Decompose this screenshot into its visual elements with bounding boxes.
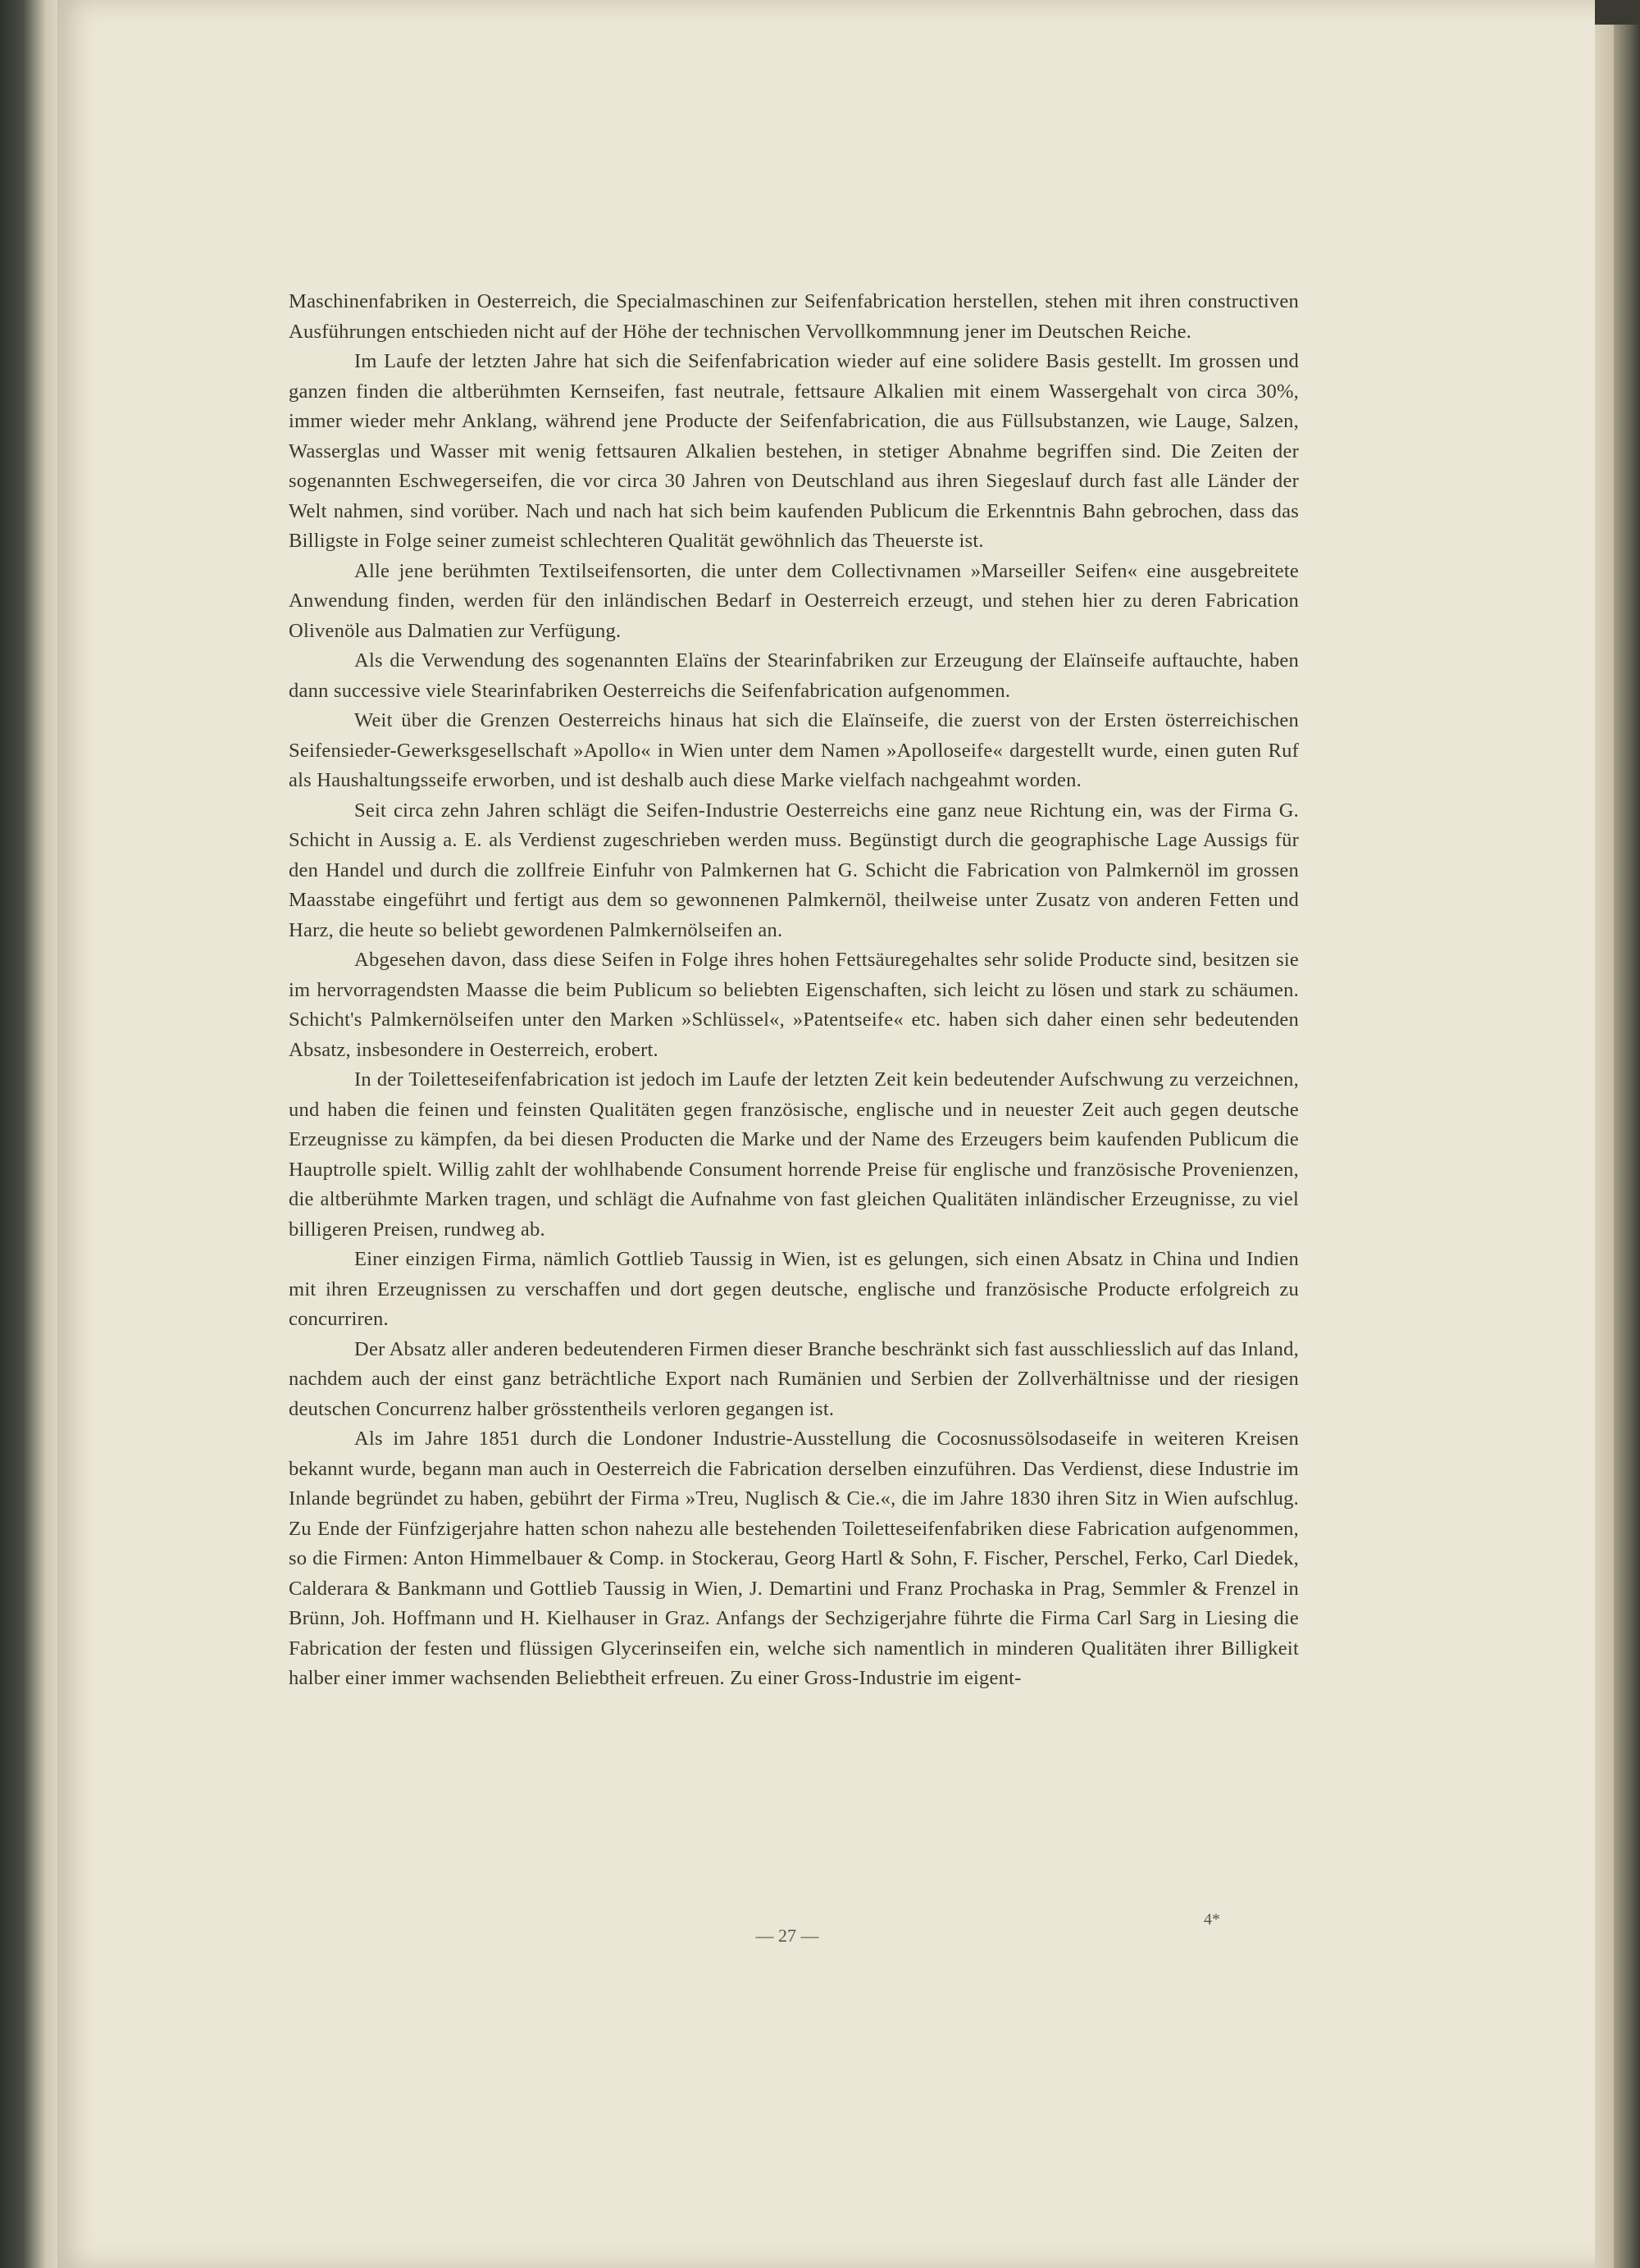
paragraph: Als im Jahre 1851 durch die Londoner Industrie-Ausstellung die Cocosnussölsodaseife in weiteren Kreisen bekannt wurde, begann man auch in Oesterreich die Fabrication derselben einzuführen. Das Verdienst, diese Industrie im Inlande begründet zu haben, gebührt der Firma »Treu, Nuglisch & Cie.«, die im Jahre 1830 ihren Sitz in Wien aufschlug. Zu Ende der Fünfzigerjahre hatten schon nahezu alle bestehenden Toiletteseifenfabriken diese Fabrication aufgenommen, so die Firmen: Anton Himmelbauer & Comp. in Stockerau, Georg Hartl & Sohn, F. Fischer, Perschel, Ferko, Carl Diedek, Calderara & Bankmann und Gottlieb Taussig in Wien, J. Demartini und Franz Prochaska in Prag, Semmler & Frenzel in Brünn, Joh. Hoffmann und H. Kielhauser in Graz. Anfangs der Sechzigerjahre führte die Firma Carl Sarg in Liesing die Fabrication der festen und flüssigen Glycerinseifen ein, welche sich namentlich in minderen Qualitäten ihrer Billigkeit halber einer immer wachsenden Beliebtheit erfreuen. Zu einer Gross-Industrie im eigent-	[289, 1428, 1299, 1689]
page-number: — 27 —	[755, 1925, 819, 1946]
paragraph: Im Laufe der letzten Jahre hat sich die Seifenfabrication wieder auf eine solidere Basis gestellt. Im grossen und ganzen finden die altberühmten Kernseifen, fast neutrale, fettsaure Alkalien mit einem Wassergehalt von circa 30%, immer wieder mehr Anklang, während jene Producte der Seifenfabrication, die aus Füllsubstanzen, wie Lauge, Salzen, Wasserglas und Wasser mit wenig fettsauren Alkalien bestehen, in stetiger Abnahme begriffen sind. Die Zeiten der sogenannten Eschwegerseifen, die vor circa 30 Jahren von Deutschland aus ihren Siegeslauf durch fast alle Länder der Welt nahmen, sind vorüber. Nach und nach hat sich beim kaufenden Publicum die Erkenntnis Bahn gebrochen, dass das Billigste in Folge seiner zumeist schlechteren Qualität gewöhnlich das Theuerste ist.	[289, 350, 1299, 552]
paragraph: Maschinenfabriken in Oesterreich, die Specialmaschinen zur Seifenfabrication herstellen, stehen mit ihren constructiven Ausführungen entschieden nicht auf der Höhe der technischen Vervollkommnung jener im Deutschen Reiche.	[289, 290, 1299, 343]
paragraph: Abgesehen davon, dass diese Seifen in Folge ihres hohen Fettsäuregehaltes sehr solide Producte sind, besitzen sie im hervorragendsten Maasse die beim Publicum so beliebten Eigenschaften, sich leicht zu lösen und stark zu schäumen. Schicht's Palmkernölseifen unter den Marken »Schlüssel«, »Patentseife« etc. haben sich daher einen sehr bedeutenden Absatz, insbesondere in Oesterreich, erobert.	[289, 949, 1299, 1061]
paragraph: Der Absatz aller anderen bedeutenderen Firmen dieser Branche beschränkt sich fast ausschliesslich auf das Inland, nachdem auch der einst ganz beträchtliche Export nach Rumänien und Serbien der Zollverhältnisse und der riesigen deutschen Concurrenz halber grösstentheils verloren gegangen ist.	[289, 1337, 1299, 1420]
paragraph: Als die Verwendung des sogenannten Elaïns der Stearinfabriken zur Erzeugung der Elaïnseife auftauchte, haben dann successive viele Stearinfabriken Oesterreichs die Seifenfabrication aufgenommen.	[289, 649, 1299, 702]
paragraph: In der Toiletteseifenfabrication ist jedoch im Laufe der letzten Zeit kein bedeutender Aufschwung zu verzeichnen, und haben die feinen und feinsten Qualitäten gegen französische, englische und in neuester Zeit auch gegen deutsche Erzeugnisse zu kämpfen, da bei diesen Producten die Marke und der Name des Erzeugers beim kaufenden Publicum die Hauptrolle spielt. Willig zahlt der wohlhabende Consument horrende Preise für englische und französische Provenienzen, die altberühmte Marken tragen, und schlägt die Aufnahme von fast gleichen Qualitäten inländischer Erzeugnisse, zu viel billigeren Preisen, rundweg ab.	[289, 1068, 1299, 1241]
top-corner	[1595, 0, 1640, 25]
paragraph: Seit circa zehn Jahren schlägt die Seifen-Industrie Oesterreichs eine ganz neue Richtung ein, was der Firma G. Schicht in Aussig a. E. als Verdienst zugeschrieben werden muss. Begünstigt durch die geographische Lage Aussigs für den Handel und durch die zollfreie Einfuhr von Palmkernen hat G. Schicht die Fabrication von Palmkernöl im grossen Maasstabe eingeführt und fertigt aus dem so gewonnenen Palmkernöl, theilweise unter Zusatz von anderen Fetten und Harz, die heute so beliebt gewordenen Palmkernölseifen an.	[289, 799, 1299, 941]
sheet-signature: 4*	[1204, 1910, 1220, 1929]
cover-edge	[1614, 0, 1640, 2268]
paragraph: Einer einzigen Firma, nämlich Gottlieb Taussig in Wien, ist es gelungen, sich einen Absatz in China und Indien mit ihren Erzeugnissen zu verschaffen und dort gegen deutsche, englische und französische Producte erfolgreich zu concurriren.	[289, 1248, 1299, 1330]
book-spine-edge	[0, 0, 66, 2268]
paragraph: Weit über die Grenzen Oesterreichs hinaus hat sich die Elaïnseife, die zuerst von der Ersten österreichischen Seifensieder-Gewerksgesellschaft »Apollo« in Wien unter dem Namen »Apolloseife« dargestellt wurde, einen guten Ruf als Haushaltungsseife erworben, und ist deshalb auch diese Marke vielfach nachgeahmt worden.	[289, 709, 1299, 791]
body-text	[289, 287, 1299, 1694]
paragraph: Alle jene berühmten Textilseifensorten, die unter dem Collectivnamen »Marseiller Seifen« eine ausgebreitete Anwendung finden, werden für den inländischen Bedarf in Oesterreich erzeugt, und stehen hier zu deren Fabrication Olivenöle aus Dalmatien zur Verfügung.	[289, 559, 1299, 642]
